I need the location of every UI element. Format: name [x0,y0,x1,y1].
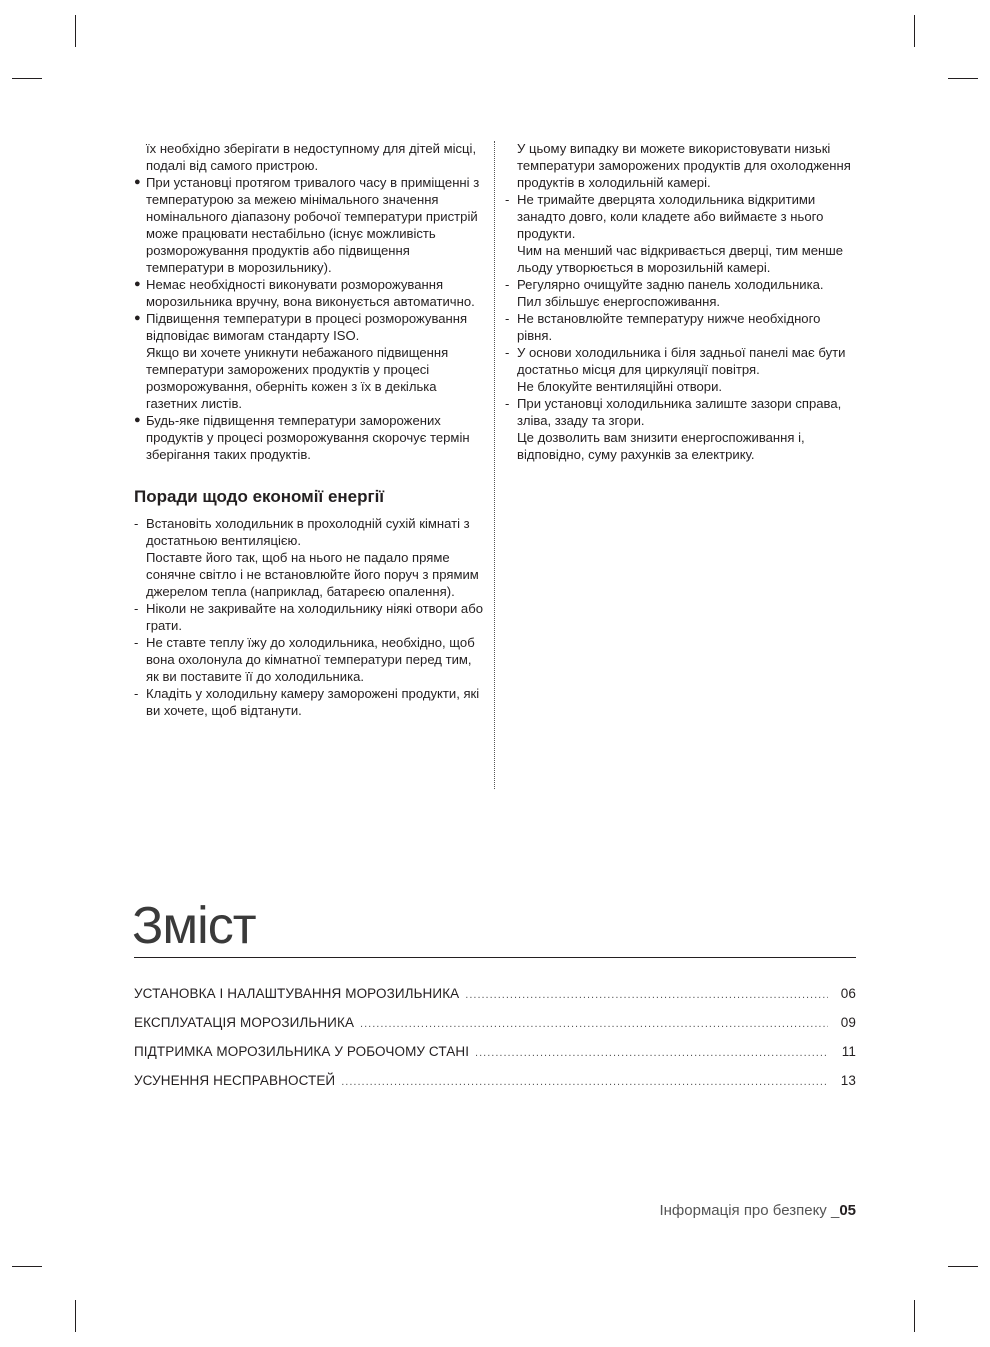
crop-mark [75,15,76,47]
section-heading: Поради щодо економії енергії [134,487,385,506]
crop-mark [948,1266,978,1267]
crop-mark [12,1266,42,1267]
paragraph: Немає необхідності виконувати розморожування морозильника вручну, вона виконується автоматично. [146,277,475,309]
paragraph: Чим на менший час відкривається дверці, тим менше льоду утворюється в морозильній камері. [517,243,844,275]
dash-marker: - [505,396,510,411]
contents-title: Зміст [132,897,256,955]
bullet-marker: ● [134,414,141,426]
dash-marker: - [505,277,510,292]
crop-mark [914,15,915,47]
list-item [134,276,484,310]
toc-entry[interactable] [134,1073,856,1102]
toc-entry-page: 09 [840,1015,856,1030]
list-item [505,310,857,344]
crop-mark [948,78,978,79]
list-item [134,310,484,412]
bullet-marker: ● [134,312,141,324]
crop-mark [75,1300,76,1332]
list-item [134,412,484,463]
list-item [134,174,484,276]
paragraph: Не ставте теплу їжу до холодильника, необхідно, щоб вона охолонула до кімнатної температури перед тим, як ви поставите її до холодильника. [146,635,475,684]
paragraph: Будь-яке підвищення температури заморожених продуктів у процесі розморожування скорочує термін зберігання таких продуктів. [146,413,470,462]
dash-marker: - [505,311,510,326]
contents-rule [134,957,856,958]
toc-entry-label: ПІДТРИМКА МОРОЗИЛЬНИКА У РОБОЧОМУ СТАНІ [134,1044,470,1059]
paragraph: При установці протягом тривалого часу в приміщенні з температурою за межею мінімального значення номінального діапазону робочої температури пристрій може працювати нестабільно (існує можливість розморожування продуктів або підвищення температури в морозильнику). [146,175,480,275]
paragraph: Кладіть у холодильну камеру заморожені продукти, які ви хочете, щоб відтанути. [146,686,480,718]
table-of-contents [134,986,856,1102]
toc-entry-page: 06 [840,986,856,1001]
paragraph: Встановіть холодильник в прохолодній сухій кімнаті з достатньою вентиляцією. [146,516,470,548]
toc-leader-dots [465,989,828,1001]
intro-continuation: їх необхідно зберігати в недоступному для дітей місці, подалі від самого пристрою. [146,141,477,173]
dash-marker: - [134,601,139,616]
toc-entry-label: ЕКСПЛУАТАЦІЯ МОРОЗИЛЬНИКА [134,1015,355,1030]
list-item [134,515,484,600]
page-footer [659,1202,856,1219]
right-column [505,140,857,463]
dash-marker: - [505,192,510,207]
toc-entry[interactable] [134,1015,856,1044]
list-item [505,191,857,276]
paragraph: Регулярно очищуйте задню панель холодильника. [517,277,824,292]
dash-marker: - [505,345,510,360]
paragraph: Якщо ви хочете уникнути небажаного підвищення температури заморожених продуктів у процесі розморожування, оберніть кожен з їх в декілька газетних листів. [146,345,449,411]
list-item [134,600,484,634]
crop-mark [914,1300,915,1332]
list-item [505,395,857,463]
crop-mark [12,78,42,79]
bullet-marker: ● [134,278,141,290]
list-item [505,344,857,395]
toc-entry[interactable] [134,1044,856,1073]
paragraph: Пил збільшує енергоспоживання. [517,294,721,309]
paragraph: Поставте його так, щоб на нього не падало пряме сонячне світло і не встановлюйте його поруч з прямим джерелом тепла (наприклад, батареєю опалення). [146,550,479,599]
toc-entry-page: 13 [840,1073,856,1088]
paragraph: Це дозволить вам знизити енергоспоживання і, відповідно, суму рахунків за електрику. [517,430,805,462]
list-item [134,634,484,685]
toc-leader-dots [341,1076,828,1088]
paragraph: Не блокуйте вентиляційні отвори. [517,379,723,394]
dash-marker: - [134,686,139,701]
paragraph: При установці холодильника залиште зазори справа, зліва, ззаду та згори. [517,396,842,428]
toc-entry-label: УСУНЕННЯ НЕСПРАВНОСТЕЙ [134,1073,336,1088]
footer-section-title: Інформація про безпеку _ [659,1202,840,1219]
list-item [505,276,857,310]
left-column [134,140,484,719]
paragraph: Підвищення температури в процесі розморожування відповідає вимогам стандарту ISO. [146,311,468,343]
bullet-marker: ● [134,176,141,188]
dash-marker: - [134,635,139,650]
dash-marker: - [134,516,139,531]
toc-entry[interactable] [134,986,856,1015]
paragraph: У основи холодильника і біля задньої панелі має бути достатньо місця для циркуляції повітря. [517,345,846,377]
toc-leader-dots [360,1018,828,1030]
page-number: 05 [839,1202,856,1219]
column-divider [494,141,495,789]
toc-leader-dots [475,1047,828,1059]
paragraph: Не тримайте дверцята холодильника відкритими занадто довго, коли кладете або виймаєте з нього продукти. [517,192,824,241]
paragraph: Не встановлюйте температуру нижче необхідного рівня. [517,311,821,343]
toc-entry-label: УСТАНОВКА І НАЛАШТУВАННЯ МОРОЗИЛЬНИКА [134,986,460,1001]
intro-continuation: У цьому випадку ви можете використовувати низькі температури заморожених продуктів для охолодження продуктів в холодильній камері. [517,141,851,190]
list-item [134,685,484,719]
paragraph: Ніколи не закривайте на холодильнику ніякі отвори або грати. [146,601,483,633]
toc-entry-page: 11 [841,1044,856,1059]
